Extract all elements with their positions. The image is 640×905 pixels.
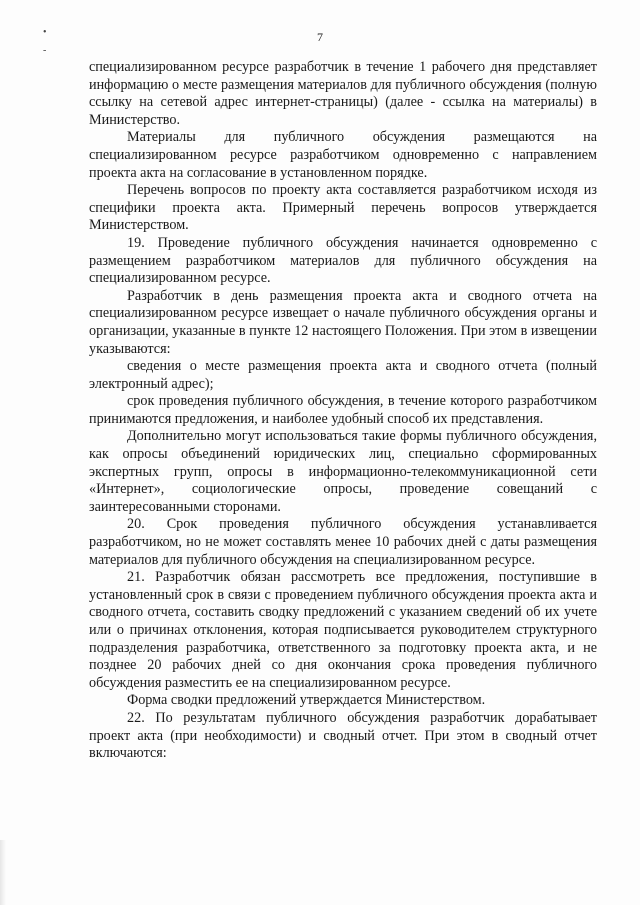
page-number: 7	[317, 30, 323, 44]
page-edge-shadow	[0, 840, 6, 905]
document-body	[89, 59, 597, 763]
paragraph: специализированном ресурсе разработчик в течение 1 рабочего дня представляет информацию о месте размещения материалов для публичного обсуждения (полную ссылку на сетевой адрес интернет-страницы) (далее - ссылка на материалы) в Министерство.	[89, 59, 597, 128]
paragraph: 19. Проведение публичного обсуждения начинается одновременно с размещением разработчиком материалов для публичного обсуждения на специализированном ресурсе.	[89, 234, 597, 287]
paragraph: Разработчик в день размещения проекта акта и сводного отчета на специализированном ресурсе извещает о начале публичного обсуждения органы и организации, указанные в пункте 12 настоящего Положения. При этом в извещении указываются:	[89, 287, 597, 357]
paragraph: Дополнительно могут использоваться такие формы публичного обсуждения, как опросы объединений юридических лиц, специально сформированных экспертных групп, опросы в информационно-телекоммуникационной сети «Интернет», социологические опросы, проведение совещаний с заинтересованными сторонами.	[89, 428, 597, 515]
margin-mark: -	[43, 45, 47, 56]
paragraph: Материалы для публичного обсуждения размещаются на специализированном ресурсе разработчиком одновременно с направлением проекта акта на согласование в установленном порядке.	[89, 129, 597, 181]
paragraph: 20. Срок проведения публичного обсуждения устанавливается разработчиком, но не может составлять менее 10 рабочих дней с даты размещения материалов для публичного обсуждения на специализированном ресурсе.	[89, 516, 597, 568]
paragraph: 21. Разработчик обязан рассмотреть все предложения, поступившие в установленный срок в связи с проведением публичного обсуждения проекта акта и сводного отчета, составить сводку предложений с указанием сведений об их учете или о причинах отклонения, которая подписывается руководителем структурного подразделения разработчика, ответственного за подготовку проекта акта, и не позднее 20 рабочих дней со дня окончания срока проведения публичного обсуждения разместить ее на специализированном ресурсе.	[89, 569, 597, 691]
paragraph: сведения о месте размещения проекта акта и сводного отчета (полный электронный адрес);	[89, 358, 597, 392]
margin-mark: •	[43, 27, 47, 38]
paragraph: Форма сводки предложений утверждается Министерством.	[127, 692, 486, 709]
paragraph: Перечень вопросов по проекту акта составляется разработчиком исходя из специфики проекта акта. Примерный перечень вопросов утверждается Министерством.	[89, 182, 597, 234]
paragraph: 22. По результатам публичного обсуждения разработчик дорабатывает проект акта (при необходимости) и сводный отчет. При этом в сводный отчет включаются:	[89, 709, 597, 762]
paragraph: срок проведения публичного обсуждения, в течение которого разработчиком принимаются предложения, и наиболее удобный способ их представления.	[89, 393, 597, 427]
